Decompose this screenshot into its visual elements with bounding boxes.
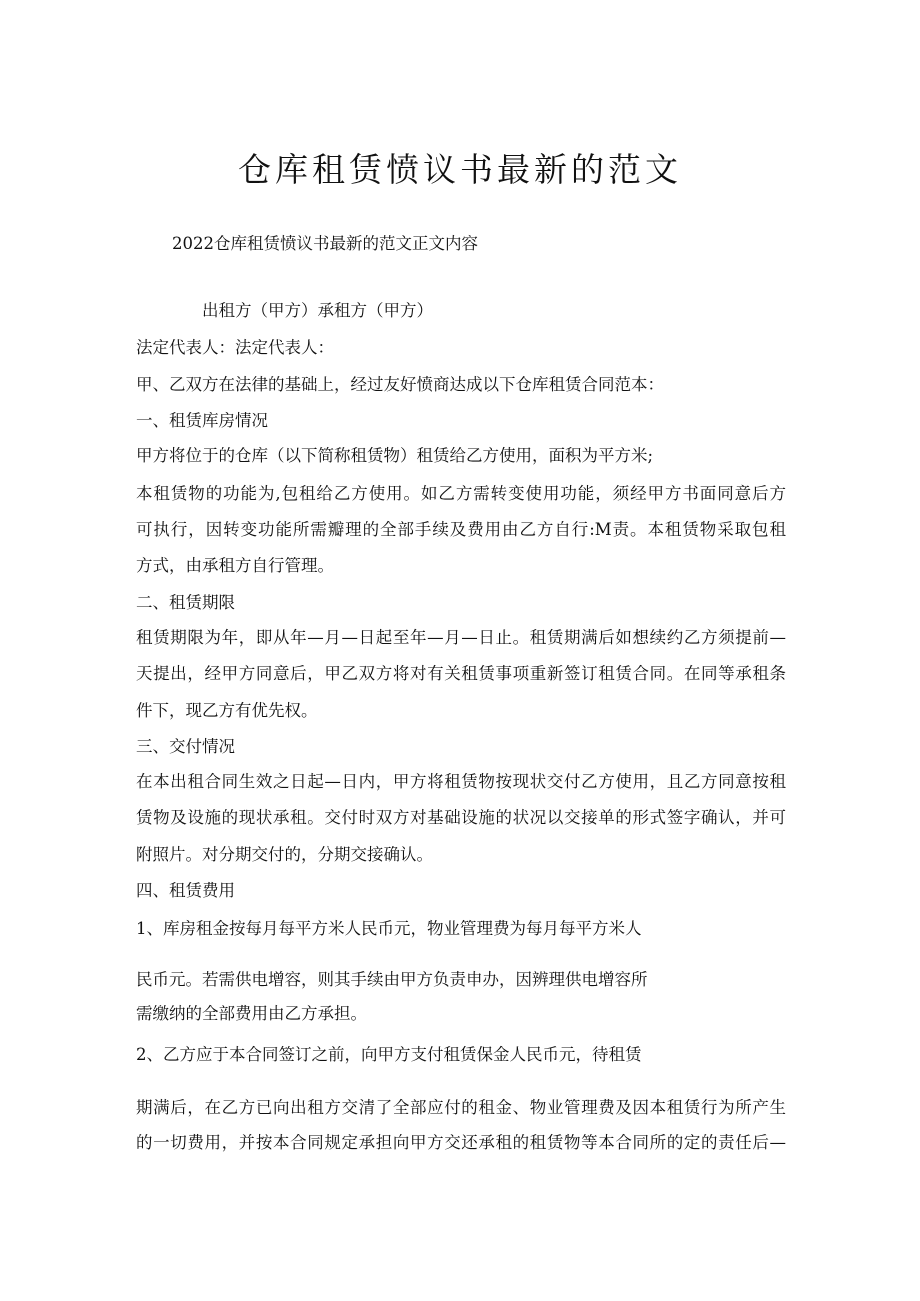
document-subtitle: 2022仓库租赁愤议书最新的范文正文内容 bbox=[172, 234, 478, 253]
paragraph-line: 民币元。若需供电增容，则其手续由甲方负责申办，因辨理供电增容所 bbox=[136, 970, 648, 989]
section-heading-4: 四、租赁费用 bbox=[136, 881, 235, 900]
section-heading-2: 二、租赁期限 bbox=[136, 593, 235, 612]
section-heading-3: 三、交付情况 bbox=[136, 737, 235, 756]
representative-line: 法定代表人：法定代表人： bbox=[136, 338, 334, 357]
paragraph-line: 赁物及设施的现状承租。交付时双方对基础设施的状况以交接单的形式签字确认，并可 bbox=[136, 808, 786, 827]
paragraph-line: 在本出租合同生效之日起—日内，甲方将租赁物按现状交付乙方使用，且乙方同意按租 bbox=[136, 772, 786, 791]
paragraph-line: 需缴纳的全部费用由乙方承担。 bbox=[136, 1004, 367, 1023]
preamble-line: 甲、乙双方在法律的基础上，经过友好愤商达成以下仓库租赁合同范本： bbox=[136, 375, 664, 394]
paragraph-line: 租赁期限为年，即从年—月—日起至年—月—日止。租赁期满后如想续约乙方须提前— bbox=[136, 628, 786, 647]
paragraph-line: 天提出，经甲方同意后，甲乙双方将对有关租赁事项重新签订租赁合同。在同等承租条 bbox=[136, 664, 786, 683]
parties-line: 出租方（甲方）承租方（甲方） bbox=[202, 301, 433, 320]
section-heading-1: 一、租赁库房情况 bbox=[136, 411, 268, 430]
paragraph-line: 附照片。对分期交付的，分期交接确认。 bbox=[136, 845, 433, 864]
paragraph-line: 可执行，因转变功能所需瓣理的全部手续及费用由乙方自行:M责。本租赁物采取包租 bbox=[136, 520, 786, 539]
paragraph-line: 1、库房租金按每月每平方米人民币元，物业管理费为每月每平方米人 bbox=[136, 919, 642, 938]
paragraph-line: 2、乙方应于本合同签订之前，向甲方支付租赁保金人民币元，待租赁 bbox=[136, 1045, 642, 1064]
paragraph-line: 件下，现乙方有优先权。 bbox=[136, 701, 318, 720]
paragraph-line: 的一切费用，并按本合同规定承担向甲方交还承租的租赁物等本合同所的定的责任后— bbox=[136, 1133, 786, 1152]
document-title: 仓库租赁愤议书最新的范文 bbox=[238, 150, 682, 189]
paragraph-line: 期满后，在乙方已向出租方交清了全部应付的租金、物业管理费及因本租赁行为所产生 bbox=[136, 1098, 786, 1117]
paragraph-line: 方式，由承租方自行管理。 bbox=[136, 556, 334, 575]
paragraph-line: 本租赁物的功能为,包租给乙方使用。如乙方需转变使用功能，须经甲方书面同意后方 bbox=[136, 484, 786, 503]
paragraph-line: 甲方将位于的仓库（以下简称租赁物）租赁给乙方使用，面积为平方米; bbox=[136, 446, 654, 465]
